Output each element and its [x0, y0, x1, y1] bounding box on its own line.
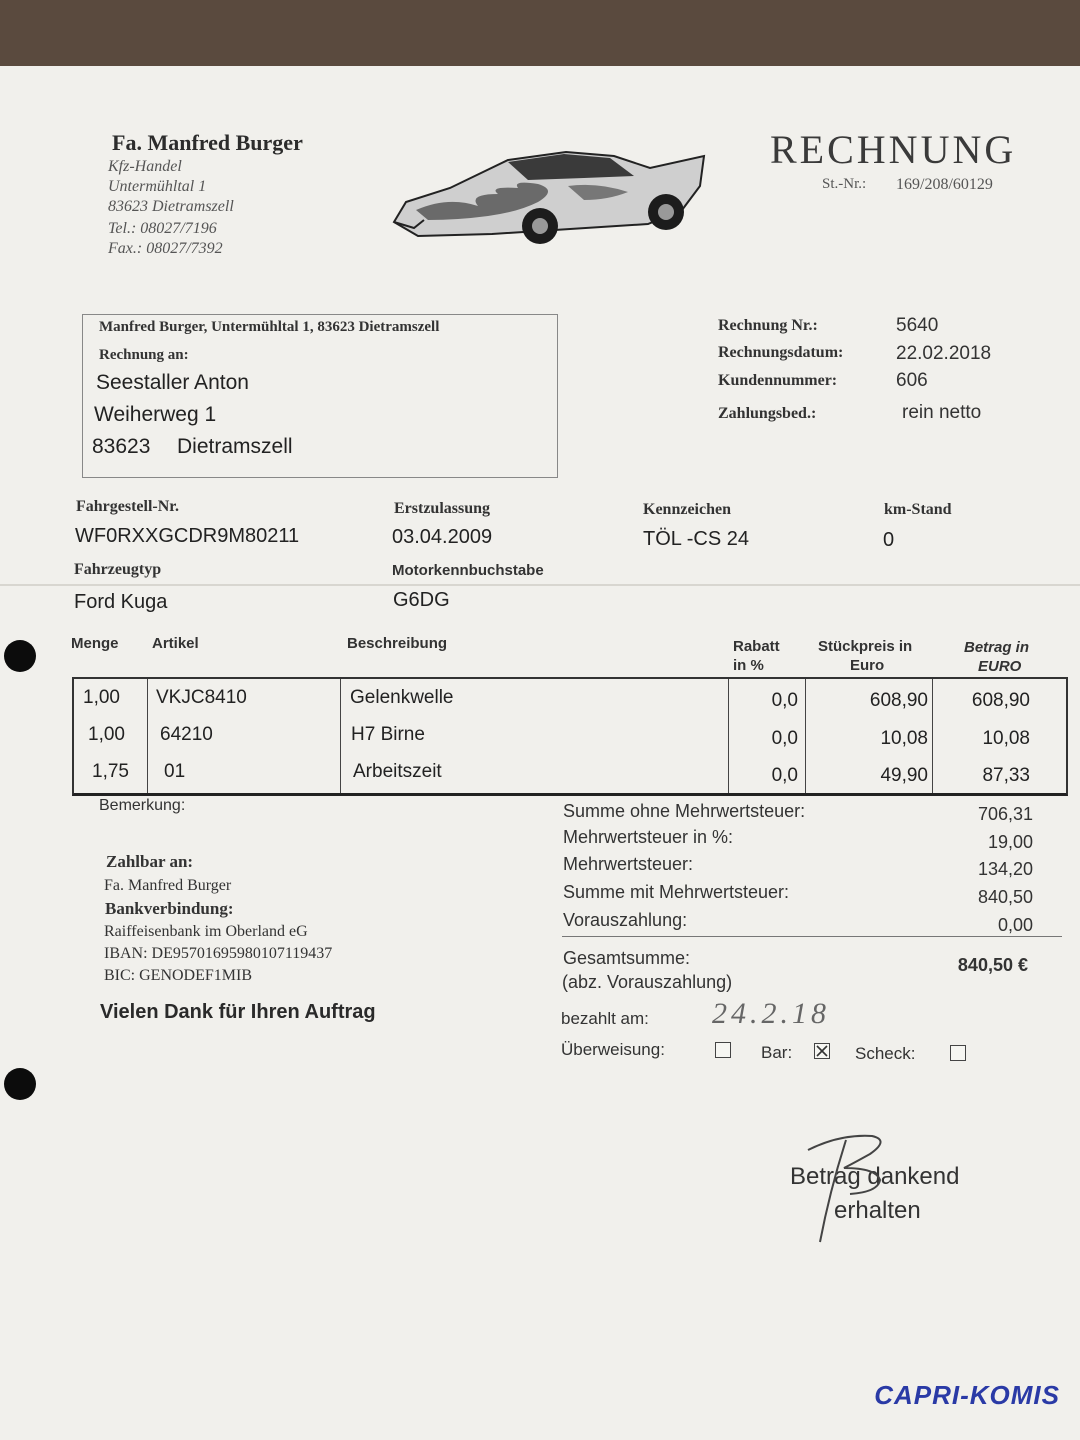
check-checkbox[interactable] [950, 1045, 966, 1061]
paid-on-date: 24.2.18 [712, 997, 830, 1030]
km-value: 0 [883, 529, 895, 551]
cash-checkbox[interactable] [814, 1043, 830, 1059]
company-line: Tel.: 08027/7196 [108, 220, 217, 237]
row-description: Arbeitszeit [353, 761, 442, 782]
net-sum-label: Summe ohne Mehrwertsteuer: [563, 801, 806, 821]
recipient-city: Dietramszell [177, 435, 293, 458]
column-divider [340, 679, 341, 793]
payment-terms-label: Zahlungsbed.: [718, 405, 817, 422]
tax-number-label: St.-Nr.: [822, 176, 867, 192]
transfer-label: Überweisung: [561, 1040, 665, 1059]
header-total: Betrag in [964, 639, 1030, 656]
row-unit-price: 608,90 [869, 690, 928, 711]
company-line: Untermühltal 1 [108, 178, 207, 195]
engine-code-label: Motorkennbuchstabe [392, 562, 544, 579]
grand-total-label: Gesamtsumme: [563, 948, 691, 968]
prepayment-label: Vorauszahlung: [563, 910, 688, 930]
watermark-logo: CAPRI-KOMIS [874, 1380, 1060, 1410]
row-item: 64210 [160, 724, 213, 745]
header-description: Beschreibung [347, 635, 448, 652]
address-box [82, 314, 558, 478]
punch-hole [4, 640, 36, 672]
row-item: VKJC8410 [156, 687, 247, 708]
header-unit-price: Stückpreis in [818, 638, 913, 655]
company-name: Fa. Manfred Burger [112, 130, 303, 155]
row-qty: 1,00 [83, 687, 120, 708]
recipient-name: Seestaller Anton [96, 371, 249, 394]
customer-number-value: 606 [896, 370, 928, 391]
row-unit-price: 49,90 [880, 765, 928, 786]
column-divider [728, 679, 729, 793]
row-description: Gelenkwelle [350, 687, 454, 708]
paid-on-label: bezahlt am: [561, 1009, 649, 1028]
vehicle-type-label: Fahrzeugtyp [74, 561, 162, 578]
row-item: 01 [164, 761, 186, 782]
signature-icon [800, 1120, 910, 1250]
paper-fold [0, 584, 1080, 586]
check-label: Scheck: [855, 1044, 916, 1063]
company-line: Fax.: 08027/7392 [108, 240, 223, 257]
header-unit-price-unit: Euro [850, 657, 885, 674]
engine-code-value: G6DG [393, 589, 450, 611]
header-discount-unit: in % [733, 657, 764, 674]
company-line: 83623 Dietramszell [108, 198, 234, 215]
row-total: 608,90 [971, 690, 1030, 711]
invoice-number-label: Rechnung Nr.: [718, 317, 818, 334]
registration-label: Erstzulassung [394, 500, 491, 517]
recipient-zip: 83623 [92, 435, 151, 458]
company-line: Kfz-Handel [108, 158, 182, 175]
row-total: 87,33 [982, 765, 1030, 786]
payment-terms-value: rein netto [902, 402, 982, 423]
punch-hole [4, 1068, 36, 1100]
row-discount: 0,0 [771, 728, 798, 749]
gross-sum-label: Summe mit Mehrwertsteuer: [563, 882, 790, 902]
receipt-line2: erhalten [834, 1197, 921, 1224]
customer-number-label: Kundennummer: [718, 372, 838, 389]
plate-value: TÖL -CS 24 [643, 528, 749, 550]
cash-label: Bar: [761, 1043, 793, 1062]
row-total: 10,08 [982, 728, 1030, 749]
transfer-checkbox[interactable] [715, 1042, 731, 1058]
invoice-number-value: 5640 [896, 315, 939, 336]
column-divider [932, 679, 933, 793]
header-discount: Rabatt [733, 638, 780, 655]
row-description: H7 Birne [351, 724, 425, 745]
receipt-line1: Betrag dankend [790, 1163, 960, 1190]
gross-sum-value: 840,50 [977, 887, 1033, 907]
iban: IBAN: DE95701695980107119437 [104, 945, 333, 962]
column-divider [805, 679, 806, 793]
vat-rate-value: 19,00 [987, 832, 1033, 852]
tax-number-value: 169/208/60129 [896, 176, 993, 193]
recipient-label: Rechnung an: [99, 347, 189, 363]
pay-to-value: Fa. Manfred Burger [104, 877, 232, 894]
row-discount: 0,0 [771, 765, 798, 786]
car-logo-icon [388, 146, 712, 258]
line-items-table [72, 677, 1068, 796]
row-qty: 1,00 [88, 724, 125, 745]
totals-divider [562, 936, 1062, 937]
invoice-title: RECHNUNG [770, 127, 1017, 172]
invoice-paper [0, 66, 1080, 1440]
net-sum-value: 706,31 [977, 804, 1033, 824]
row-unit-price: 10,08 [880, 728, 928, 749]
column-divider [147, 679, 148, 793]
km-label: km-Stand [884, 501, 952, 518]
sender-line: Manfred Burger, Untermühltal 1, 83623 Dietramszell [99, 319, 440, 335]
bank-name: Raiffeisenbank im Oberland eG [104, 923, 308, 940]
header-item: Artikel [152, 635, 199, 652]
vehicle-type-value: Ford Kuga [74, 591, 168, 613]
pay-to-label: Zahlbar an: [106, 852, 194, 871]
grand-total-value: 840,50 € [957, 955, 1028, 975]
invoice-date-label: Rechnungsdatum: [718, 344, 844, 361]
header-qty: Menge [71, 635, 119, 652]
check-mark-icon [815, 1044, 829, 1058]
vin-value: WF0RXXGCDR9M80211 [75, 525, 300, 547]
bank-label: Bankverbindung: [105, 899, 234, 918]
bic: BIC: GENODEF1MIB [104, 967, 253, 984]
invoice-date-value: 22.02.2018 [896, 343, 992, 364]
vin-label: Fahrgestell-Nr. [76, 498, 179, 515]
row-discount: 0,0 [771, 690, 798, 711]
vat-amount-label: Mehrwertsteuer: [563, 854, 694, 874]
row-qty: 1,75 [92, 761, 129, 782]
vat-rate-label: Mehrwertsteuer in %: [563, 827, 734, 847]
registration-value: 03.04.2009 [392, 526, 493, 548]
plate-label: Kennzeichen [643, 501, 731, 518]
header-total-unit: EURO [978, 658, 1022, 675]
remark-label: Bemerkung: [99, 797, 186, 814]
vat-amount-value: 134,20 [977, 859, 1033, 879]
thanks-text: Vielen Dank für Ihren Auftrag [100, 1001, 376, 1023]
prepayment-value: 0,00 [997, 915, 1033, 935]
grand-total-sublabel: (abz. Vorauszahlung) [562, 972, 733, 992]
recipient-street: Weiherweg 1 [94, 403, 217, 426]
